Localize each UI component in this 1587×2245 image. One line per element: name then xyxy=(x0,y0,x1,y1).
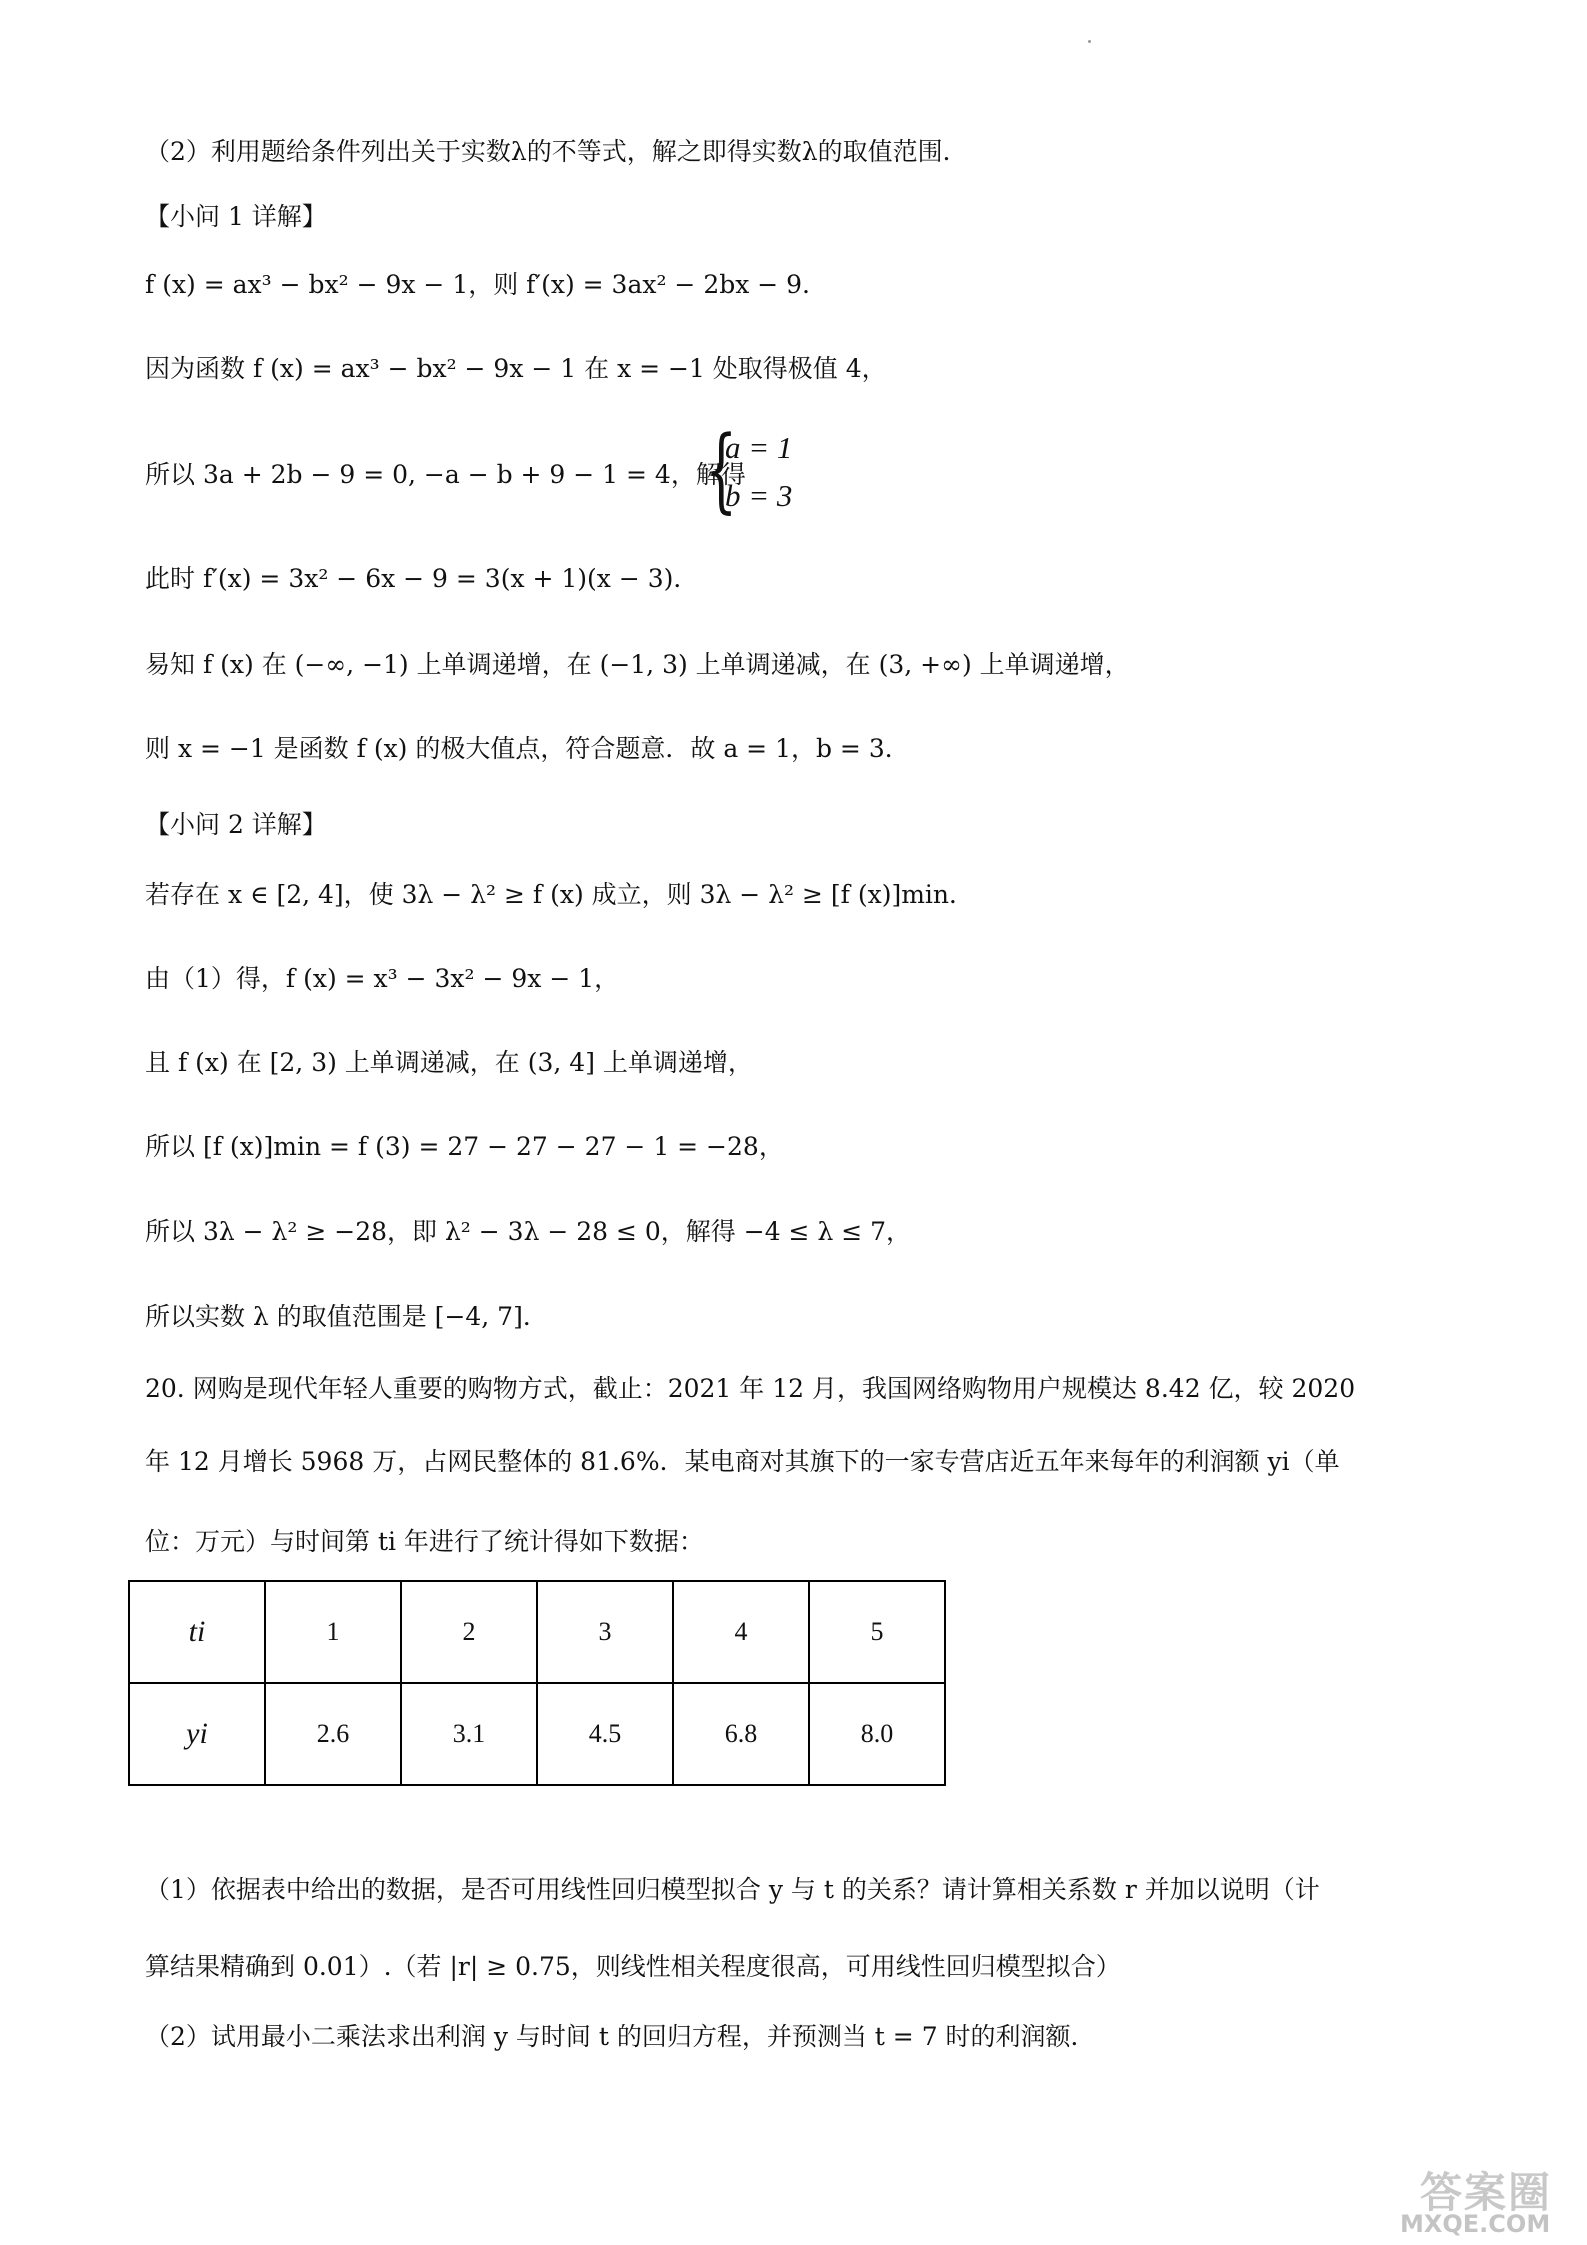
table-row-t xyxy=(129,1581,945,1683)
table-row-y xyxy=(129,1683,945,1785)
table-cell: 8.0 xyxy=(809,1683,945,1785)
text-line: 易知 f (x) 在 (−∞, −1) 上单调递增，在 (−1, 3) 上单调递减，在 (3, +∞) 上单调递增， xyxy=(145,650,1130,679)
table-cell: 4 xyxy=(673,1581,809,1683)
scan-dot xyxy=(1088,40,1091,43)
table-cell: 6.8 xyxy=(673,1683,809,1785)
text-line: 算结果精确到 0.01）.（若 |r| ≥ 0.75，则线性相关程度很高，可用线性回归模型拟合） xyxy=(145,1952,1121,1981)
table-cell: 2.6 xyxy=(265,1683,401,1785)
watermark-url: MXQE.COM xyxy=(1400,2210,1551,2238)
text-line: （1）依据表中给出的数据，是否可用线性回归模型拟合 y 与 t 的关系？请计算相关系数 r 并加以说明（计 xyxy=(145,1875,1320,1904)
table-cell: 4.5 xyxy=(537,1683,673,1785)
row-header-y: yi xyxy=(129,1683,265,1785)
text-line: 因为函数 f (x) = ax³ − bx² − 9x − 1 在 x = −1 处取得极值 4， xyxy=(145,354,887,383)
text-line: （2）利用题给条件列出关于实数λ的不等式，解之即得实数λ的取值范围． xyxy=(145,137,968,166)
text-line: （2）试用最小二乘法求出利润 y 与时间 t 的回归方程，并预测当 t = 7 时的利润额． xyxy=(145,2022,1096,2051)
table-cell: 5 xyxy=(809,1581,945,1683)
text-line: 则 x = −1 是函数 f (x) 的极大值点，符合题意．故 a = 1，b = 3． xyxy=(145,734,910,763)
row-header-t: ti xyxy=(129,1581,265,1683)
text-line: 若存在 x ∈ [2, 4]，使 3λ − λ² ≥ f (x) 成立，则 3λ − λ² ≥ [f (x)]min． xyxy=(145,880,975,909)
table-cell: 3.1 xyxy=(401,1683,537,1785)
solution-system xyxy=(705,416,825,523)
text-line: 年 12 月增长 5968 万，占网民整体的 81.6%．某电商对其旗下的一家专营店近五年来每年的利润额 yi（单 xyxy=(145,1447,1340,1476)
data-table xyxy=(128,1580,946,1786)
case-a: a = 1 xyxy=(725,430,793,465)
table-cell: 1 xyxy=(265,1581,401,1683)
watermark-logo: 答案圈 xyxy=(1420,2168,1553,2217)
table-cell: 3 xyxy=(537,1581,673,1683)
table-cell: 2 xyxy=(401,1581,537,1683)
text-line: 20. 网购是现代年轻人重要的购物方式，截止：2021 年 12 月，我国网络购物用户规模达 8.42 亿，较 2020 xyxy=(145,1374,1356,1403)
text-line: 所以 3λ − λ² ≥ −28，即 λ² − 3λ − 28 ≤ 0，解得 −4 ≤ λ ≤ 7， xyxy=(145,1217,912,1246)
text-line: 所以实数 λ 的取值范围是 [−4, 7]． xyxy=(145,1302,548,1331)
text-line: f (x) = ax³ − bx² − 9x − 1，则 f′(x) = 3ax² − 2bx − 9． xyxy=(145,270,828,299)
text-line: 由（1）得，f (x) = x³ − 3x² − 9x − 1， xyxy=(145,964,620,993)
text-line: 所以 3a + 2b − 9 = 0, −a − b + 9 − 1 = 4，解得 xyxy=(145,460,746,489)
text-line: 且 f (x) 在 [2, 3) 上单调递减，在 (3, 4] 上单调递增， xyxy=(145,1048,753,1077)
case-b: b = 3 xyxy=(725,478,793,513)
text-line: 此时 f′(x) = 3x² − 6x − 9 = 3(x + 1)(x − 3)． xyxy=(145,564,699,593)
section-heading: 【小问 2 详解】 xyxy=(145,810,327,839)
text-line: 所以 [f (x)]min = f (3) = 27 − 27 − 27 − 1 = −28， xyxy=(145,1132,784,1161)
text-line: 位：万元）与时间第 ti 年进行了统计得如下数据： xyxy=(145,1527,704,1556)
left-brace: { xyxy=(705,416,738,523)
section-heading: 【小问 1 详解】 xyxy=(145,202,327,231)
